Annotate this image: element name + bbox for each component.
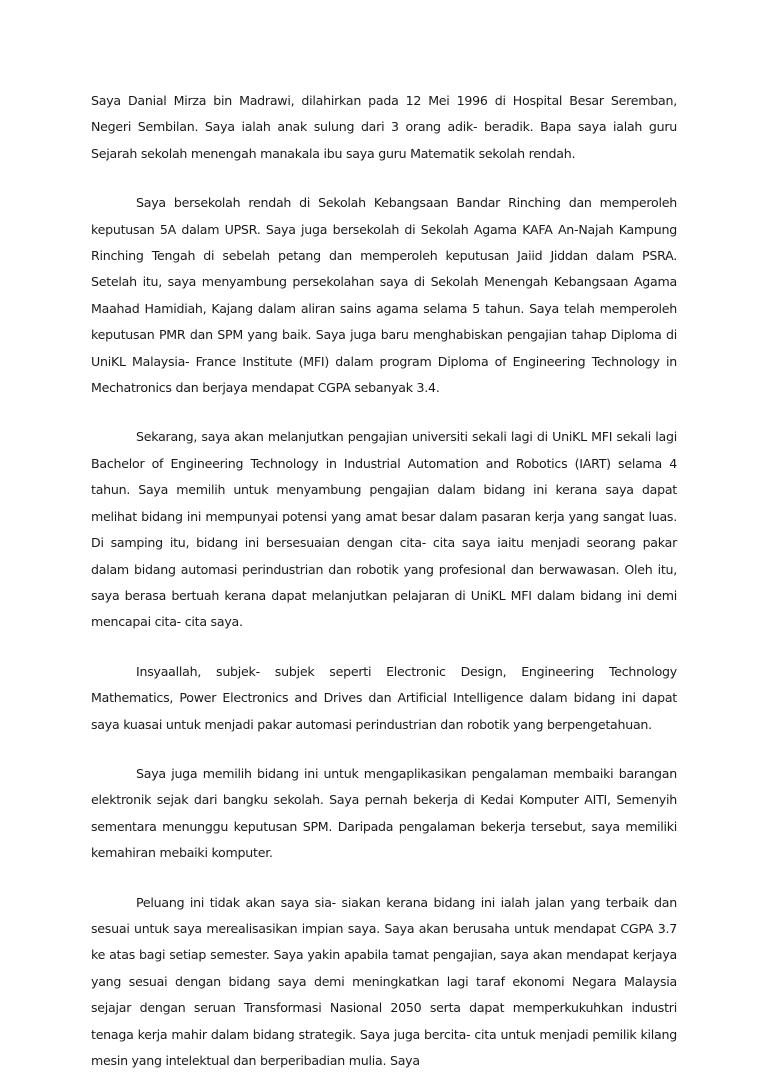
- paragraph-education: Saya bersekolah rendah di Sekolah Kebangsaan Bandar Rinching dan memperoleh keputusan 5A dalam UPSR. Saya juga bersekolah di Sekolah Agama KAFA An-Najah Kampung Rinching Tengah di sebelah petang dan memperoleh keputusan Jaiid Jiddan dalam PSRA. Setelah itu, saya menyambung persekolahan saya di Sekolah Menengah Kebangsaan Agama Maahad Hamidiah, Kajang dalam aliran sains agama selama 5 tahun. Saya telah memperoleh keputusan PMR dan SPM yang baik. Saya juga baru menghabiskan pengajian tahap Diploma di UniKL Malaysia- France Institute (MFI) dalam program Diploma of Engineering Technology in Mechatronics dan berjaya mendapat CGPA sebanyak 3.4.: [91, 195, 677, 396]
- paragraph-intro: Saya Danial Mirza bin Madrawi, dilahirkan pada 12 Mei 1996 di Hospital Besar Seremban, Negeri Sembilan. Saya ialah anak sulung dari 3 orang adik- beradik. Bapa saya ialah guru Sejarah sekolah menengah manakala ibu saya guru Matematik sekolah rendah.: [91, 93, 677, 161]
- paragraph-aspirations: Peluang ini tidak akan saya sia- siakan kerana bidang ini ialah jalan yang terbaik dan sesuai untuk saya merealisasikan impian saya. Saya akan berusaha untuk mendapat CGPA 3.7 ke atas bagi setiap semester. Saya yakin apabila tamat pengajian, saya akan mendapat kerjaya yang sesuai dengan bidang saya demi meningkatkan lagi taraf ekonomi Negara Malaysia sejajar dengan seruan Transformasi Nasional 2050 serta dapat memperkukuhkan industri tenaga kerja mahir dalam bidang strategik. Saya juga bercita- cita untuk menjadi pemilik kilang mesin yang intelektual dan berperibadian mulia. Saya: [91, 894, 677, 1068]
- paragraph-experience: Saya juga memilih bidang ini untuk mengaplikasikan pengalaman membaiki barangan elektronik sejak dari bangku sekolah. Saya pernah bekerja di Kedai Komputer AITI, Semenyih sementara menunggu keputusan SPM. Daripada pengalaman bekerja tersebut, saya memiliki kemahiran mebaiki komputer.: [91, 765, 677, 861]
- paragraph-subjects: Insyaallah, subjek- subjek seperti Electronic Design, Engineering Technology Mathematics, Power Electronics and Drives dan Artificial Intelligence dalam bidang ini dapat saya kuasai untuk menjadi pakar automasi perindustrian dan robotik yang berpengetahuan.: [91, 663, 677, 732]
- paragraph-current-study: Sekarang, saya akan melanjutkan pengajian universiti sekali lagi di UniKL MFI sekali lagi Bachelor of Engineering Technology in Industrial Automation and Robotics (IART) selama 4 tahun. Saya memilih untuk menyambung pengajian dalam bidang ini kerana saya dapat melihat bidang ini mempunyai potensi yang amat besar dalam pasaran kerja yang sangat luas. Di samping itu, bidang ini bersesuaian dengan cita- cita saya iaitu menjadi seorang pakar dalam bidang automasi perindustrian dan robotik yang profesional dan berwawasan. Oleh itu, saya berasa bertuah kerana dapat melanjutkan pelajaran di UniKL MFI dalam bidang ini demi mencapai cita- cita saya.: [91, 429, 677, 630]
